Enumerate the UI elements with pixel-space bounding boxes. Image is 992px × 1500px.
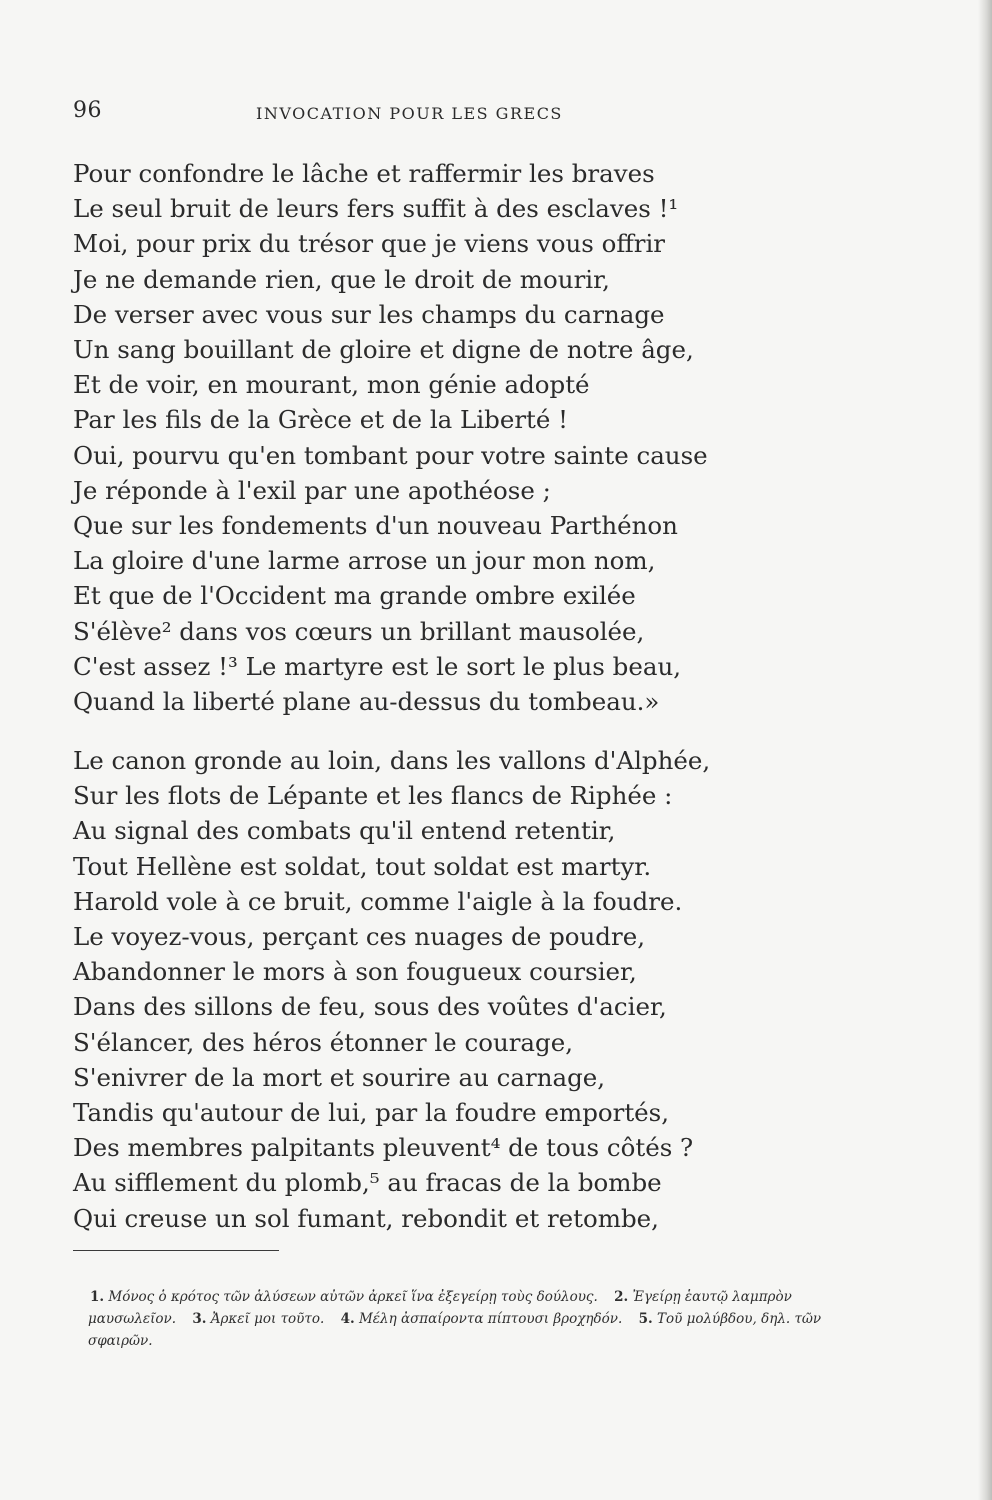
verse-line: Tout Hellène est soldat, tout soldat est martyr.	[73, 851, 652, 881]
running-title: INVOCATION POUR LES GRECS	[256, 104, 563, 123]
verse-line: Et que de l'Occident ma grande ombre exilée	[73, 581, 636, 611]
verse-line: De verser avec vous sur les champs du carnage	[73, 299, 665, 329]
verse-line: Et de voir, en mourant, mon génie adopté	[73, 370, 590, 400]
verse-line: Oui, pourvu qu'en tombant pour votre sainte cause	[73, 440, 708, 470]
verse-line: Tandis qu'autour de lui, par la foudre emportés,	[73, 1098, 670, 1128]
verse-line: Que sur les fondements d'un nouveau Parthénon	[73, 511, 678, 541]
verse-line: La gloire d'une larme arrose un jour mon nom,	[73, 546, 656, 576]
footnote-text: Μέλη ἀσπαίροντα πίπτουσι βροχηδόν.	[358, 1311, 623, 1327]
verse-line: Je ne demande rien, que le droit de mourir,	[73, 264, 610, 294]
verse-line: Au sifflement du plomb,⁵ au fracas de la bombe	[73, 1168, 662, 1198]
verse-line: Un sang bouillant de gloire et digne de notre âge,	[73, 335, 694, 365]
verse-line: Le seul bruit de leurs fers suffit à des esclaves !¹	[73, 194, 679, 224]
footnote	[88, 1289, 598, 1305]
verse-line: Qui creuse un sol fumant, rebondit et retombe,	[73, 1203, 659, 1233]
footnote-number: 5.	[638, 1311, 653, 1327]
verse-line: C'est assez !³ Le martyre est le sort le plus beau,	[73, 651, 682, 681]
verse-line: S'élève² dans vos cœurs un brillant mausolée,	[73, 616, 645, 646]
verse-line: Des membres palpitants pleuvent⁴ de tous côtés ?	[73, 1133, 694, 1163]
verse-line: Pour confondre le lâche et raffermir les braves	[73, 159, 655, 188]
poem-stanza-2	[73, 743, 773, 1236]
verse-line: Le voyez-vous, perçant ces nuages de poudre,	[73, 922, 645, 952]
footnote	[339, 1311, 623, 1327]
verse-line: Je réponde à l'exil par une apothéose ;	[73, 475, 551, 505]
footnote-separator	[73, 1250, 279, 1251]
footnote-text: Τοῦ μολύβδου, δηλ. τῶν σφαιρῶν.	[88, 1311, 822, 1349]
verse-line: Par les fils de la Grèce et de la Liberté !	[73, 405, 569, 435]
poem-stanza-1	[73, 156, 773, 719]
footnote-number: 3.	[192, 1311, 207, 1327]
verse-line: Au signal des combats qu'il entend retentir,	[73, 816, 616, 846]
footnotes	[88, 1286, 848, 1352]
footnote	[190, 1311, 324, 1327]
verse-line: Moi, pour prix du trésor que je viens vous offrir	[73, 229, 666, 259]
page-number: 96	[73, 98, 102, 123]
footnote-number: 4.	[340, 1311, 355, 1327]
footnote-text: Μόνος ὁ κρότος τῶν ἁλύσεων αὐτῶν ἀρκεῖ ἵνα ἐξεγείρῃ τοὺς δούλους.	[108, 1289, 598, 1305]
verse-line: S'élancer, des héros étonner le courage,	[73, 1027, 574, 1057]
page-edge-shadow	[978, 0, 992, 1500]
footnote-text: Ἐγείρῃ ἑαυτῷ λαμπρὸν μαυσωλεῖον.	[88, 1289, 792, 1327]
verse-line: Harold vole à ce bruit, comme l'aigle à la foudre.	[73, 886, 683, 916]
footnote-number: 1.	[90, 1289, 105, 1305]
verse-line: Quand la liberté plane au-dessus du tombeau.»	[73, 687, 660, 717]
verse-line: Abandonner le mors à son fougueux coursier,	[73, 957, 637, 987]
verse-line: Le canon gronde au loin, dans les vallons d'Alphée,	[73, 746, 711, 775]
verse-line: Dans des sillons de feu, sous des voûtes d'acier,	[73, 992, 667, 1022]
verse-line: Sur les flots de Lépante et les flancs de Riphée :	[73, 781, 673, 811]
footnote-number: 2.	[614, 1289, 629, 1305]
page-header	[73, 98, 733, 134]
footnote-text: Ἀρκεῖ μοι τοῦτο.	[210, 1311, 325, 1327]
verse-line: S'enivrer de la mort et sourire au carnage,	[73, 1062, 606, 1092]
